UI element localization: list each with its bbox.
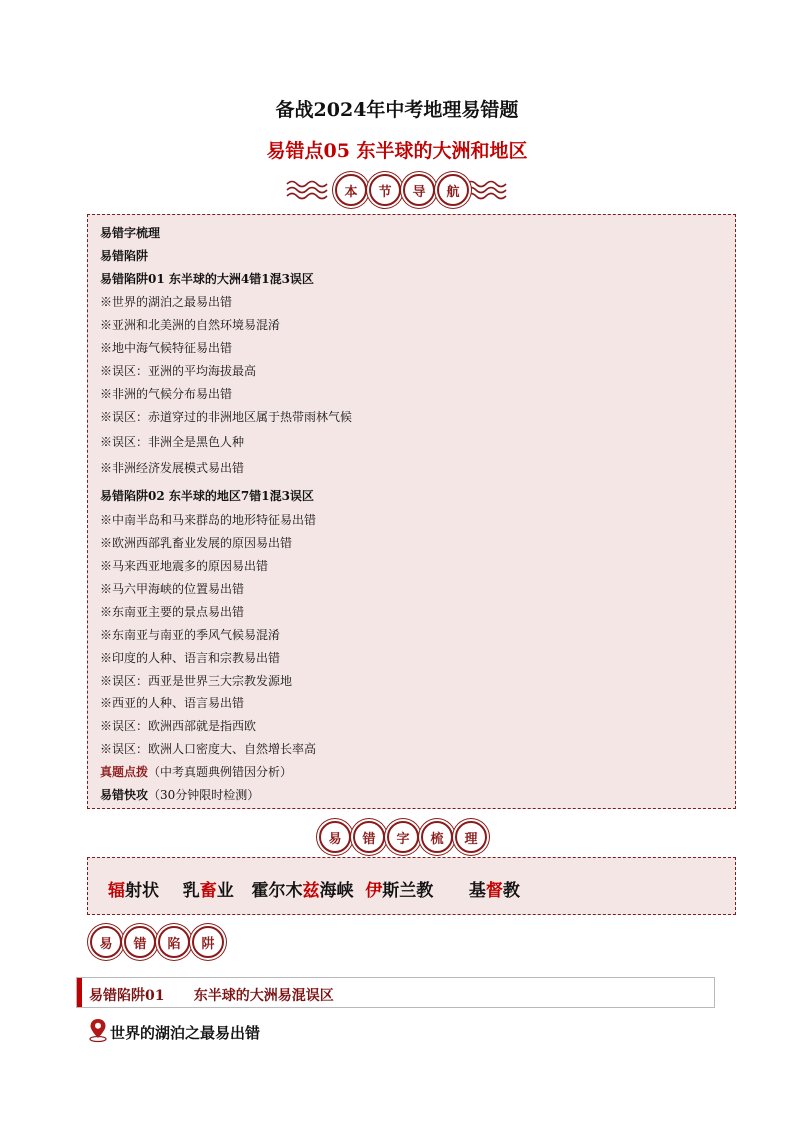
word-highlight: 畜	[199, 881, 217, 901]
nav-item: ※误区：非洲全是黑色人种	[100, 435, 245, 449]
nav-heading: 易错快攻	[100, 788, 149, 802]
nav-item: ※非洲的气候分布易出错	[100, 387, 233, 401]
nav-item: ※误区：亚洲的平均海拔最高	[100, 364, 257, 378]
badge-char: 理	[455, 821, 487, 853]
badge-char: 易	[319, 821, 351, 853]
word-highlight: 辐	[108, 881, 125, 901]
nav-item: ※世界的湖泊之最易出错	[100, 295, 233, 309]
point-text: 世界的湖泊之最易出错	[110, 1024, 261, 1042]
trap-badge	[89, 926, 225, 958]
nav-item: ※马六甲海峡的位置易出错	[100, 582, 245, 596]
nav-note: （中考真题典例错因分析）	[148, 765, 293, 779]
nav-note: （30分钟限时检测）	[148, 788, 260, 802]
badge-char: 错	[124, 926, 156, 958]
nav-item: ※印度的人种、语言和宗教易出错	[100, 651, 281, 665]
nav-item: ※误区：欧洲西部就是指西欧	[100, 719, 257, 733]
badge-char: 节	[369, 174, 401, 206]
words-badge	[318, 821, 488, 853]
word-text: 射状	[125, 881, 159, 901]
point-line	[88, 1016, 260, 1043]
nav-heading: 易错陷阱	[100, 249, 149, 263]
badge-char: 字	[387, 821, 419, 853]
badge-char: 导	[403, 174, 435, 206]
location-pin-icon	[88, 1017, 108, 1043]
nav-heading: 易错字梳理	[100, 226, 161, 240]
section-accent	[77, 978, 82, 1007]
nav-item: ※东南亚与南亚的季风气候易混淆	[100, 628, 281, 642]
word-text: 业	[216, 881, 234, 901]
wave-right-icon	[464, 178, 508, 202]
section-heading: 易错陷阱01 东半球的大洲易混误区	[89, 988, 334, 1004]
badge-char: 易	[90, 926, 122, 958]
badge-char: 梳	[421, 821, 453, 853]
nav-item: ※西亚的人种、语言易出错	[100, 696, 245, 710]
nav-item: ※东南亚主要的景点易出错	[100, 605, 245, 619]
nav-quick-attack	[100, 786, 259, 803]
badge-char: 阱	[192, 926, 224, 958]
error-prone-words	[108, 876, 520, 901]
nav-item: ※误区：赤道穿过的非洲地区属于热带雨林气候	[100, 410, 353, 424]
word-text: 海峡	[319, 881, 354, 901]
nav-item: ※地中海气候特征易出错	[100, 341, 233, 355]
nav-item: ※亚洲和北美洲的自然环境易混淆	[100, 318, 281, 332]
word-highlight: 兹	[302, 881, 320, 901]
badge-char: 错	[353, 821, 385, 853]
badge-char: 陷	[158, 926, 190, 958]
document-subtitle: 易错点05 东半球的大洲和地区	[266, 140, 528, 162]
nav-item: ※误区：西亚是世界三大宗教发源地	[100, 674, 293, 688]
word-highlight: 伊	[365, 881, 383, 901]
badge-char: 本	[335, 174, 367, 206]
nav-badge	[334, 174, 470, 206]
nav-item: ※误区：欧洲人口密度大、自然增长率高	[100, 742, 317, 756]
badge-char: 航	[437, 174, 469, 206]
nav-item: ※欧洲西部乳畜业发展的原因易出错	[100, 536, 293, 550]
nav-trap-heading: 易错陷阱02 东半球的地区7错1混3误区	[100, 489, 314, 503]
wave-left-icon	[285, 178, 329, 202]
word-text: 霍尔木	[251, 881, 303, 901]
word-text: 乳	[182, 881, 200, 901]
nav-trap-heading: 易错陷阱01 东半球的大洲4错1混3误区	[100, 272, 314, 286]
word-text: 基	[468, 881, 486, 901]
section-heading-bar	[76, 977, 715, 1008]
nav-item: ※非洲经济发展模式易出错	[100, 461, 245, 475]
word-text: 教	[502, 881, 520, 901]
document-title: 备战2024年中考地理易错题	[275, 99, 519, 121]
nav-item: ※中南半岛和马来群岛的地形特征易出错	[100, 513, 317, 527]
nav-heading: 真题点拨	[100, 765, 149, 779]
word-text: 斯兰教	[382, 881, 434, 901]
word-highlight: 督	[485, 881, 503, 901]
nav-item: ※马来西亚地震多的原因易出错	[100, 559, 269, 573]
nav-real-questions	[100, 763, 292, 780]
